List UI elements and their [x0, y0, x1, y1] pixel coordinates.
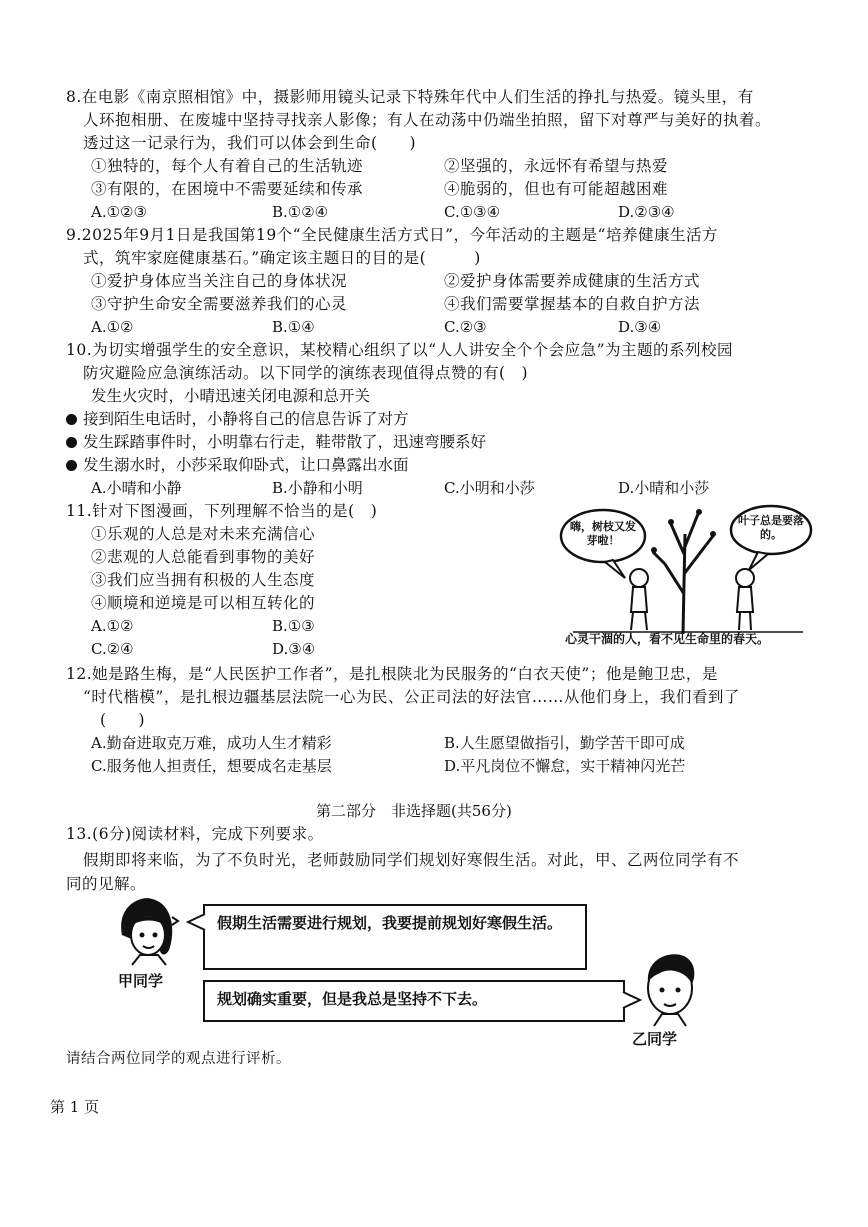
q8-option-b: B.①②④ — [272, 203, 329, 221]
q9-option-d: D.③④ — [618, 318, 662, 336]
q11-statement-1: ①乐观的人总是对未来充满信心 — [91, 525, 316, 543]
q9-stem-line2: 式，筑牢家庭健康基石。”确定该主题日的目的是( ) — [83, 249, 481, 267]
girl-avatar-icon — [112, 895, 182, 967]
q12-option-a: A.勤奋进取克万难，成功人生才精彩 — [91, 734, 332, 752]
q10-bullet-3: 发生踩踏事件时，小明靠右行走，鞋带散了，迅速弯腰系好 — [83, 433, 487, 451]
q8-option-d: D.②③④ — [618, 203, 675, 221]
label-jia: 甲同学 — [118, 972, 164, 990]
bubble-jia-text: 假期生活需要进行规划，我要提前规划好寒假生活。 — [217, 914, 563, 932]
q11-option-b: B.①③ — [272, 617, 315, 635]
q11-statement-3: ③我们应当拥有积极的人生态度 — [91, 571, 316, 589]
q11-option-c: C.②④ — [91, 640, 134, 658]
bullet-dot-icon — [66, 414, 77, 425]
q9-option-c: C.②③ — [444, 318, 487, 336]
q12-stem-line2: “时代楷模”，是扎根边疆基层法院一心为民、公正司法的好法官……从他们身上，我们看到了 — [83, 688, 740, 706]
q10-bullet-2: 接到陌生电话时，小静将自己的信息告诉了对方 — [83, 410, 409, 428]
q10-option-d: D.小晴和小莎 — [618, 479, 710, 497]
part2-heading: 第二部分 非选择题(共56分) — [316, 802, 512, 820]
q9-statement-2: ②爱护身体需要养成健康的生活方式 — [444, 272, 701, 290]
q11-option-a: A.①② — [91, 617, 134, 635]
q9-option-a: A.①② — [91, 318, 134, 336]
q9-statement-3: ③守护生命安全需要滋养我们的心灵 — [91, 295, 348, 313]
bubble-yi — [203, 980, 625, 1022]
q8-statement-3: ③有限的，在困境中不需要延续和传承 — [91, 180, 364, 198]
q13-stem: 13.(6分)阅读材料，完成下列要求。 — [66, 825, 324, 843]
q10-stem-line1: 10.为切实增强学生的安全意识，某校精心组织了以“人人讲安全个个会应急”为主题的系列校园 — [66, 341, 734, 359]
page-footer: 第 1 页 — [50, 1098, 100, 1116]
q10-option-b: B.小静和小明 — [272, 479, 363, 497]
bubble-yi-text: 规划确实重要，但是我总是坚持不下去。 — [217, 990, 488, 1008]
q11-option-d: D.③④ — [272, 640, 316, 658]
boy-avatar-icon — [632, 946, 708, 1028]
q12-stem-line1: 12.她是路生梅，是“人民医护工作者”，是扎根陕北为民服务的“白衣天使”；他是鲍卫忠，是 — [66, 665, 718, 683]
q10-bullet-4-row — [66, 454, 409, 476]
q10-bullet-3-row — [66, 431, 486, 453]
q9-statement-4: ④我们需要掌握基本的自救自护方法 — [444, 295, 701, 313]
q10-option-a: A.小晴和小静 — [91, 479, 182, 497]
q12-stem-line3: ( ) — [100, 711, 146, 729]
q10-stem-line2: 防灾避险应急演练活动。以下同学的演练表现值得点赞的有( ) — [83, 364, 529, 382]
q12-option-b: B.人生愿望做指引，勤学苦干即可成 — [444, 734, 685, 752]
q11-comic — [553, 494, 815, 650]
q10-option-c: C.小明和小莎 — [444, 479, 535, 497]
q8-statement-4: ④脆弱的，但也有可能超越困难 — [444, 180, 669, 198]
q12-option-d: D.平凡岗位不懈怠，实干精神闪光芒 — [444, 757, 686, 775]
q9-statement-1: ①爱护身体应当关注自己的身体状况 — [91, 272, 348, 290]
comic-caption: 心灵干涸的人，看不见生命里的春天。 — [565, 632, 770, 646]
bullet-dot-icon — [66, 437, 77, 448]
q9-stem-line1: 9.2025年9月1日是我国第19个“全民健康生活方式日”，今年活动的主题是“培养健康生活方 — [66, 226, 718, 244]
q8-stem-line2: 人环抱相册、在废墟中坚持寻找亲人影像；有人在动荡中仍端坐拍照，留下对尊严与美好的执着。 — [83, 111, 772, 129]
q9-option-b: B.①④ — [272, 318, 315, 336]
q8-stem-line3: 透过这一记录行为，我们可以体会到生命( ) — [83, 134, 417, 152]
comic-bubble-right-text: 叶子总是要落的。 — [738, 514, 804, 541]
q10-bullet-4: 发生溺水时，小莎采取仰卧式，让口鼻露出水面 — [83, 456, 409, 474]
q8-option-c: C.①③④ — [444, 203, 501, 221]
bubble-jia — [203, 904, 587, 970]
q11-statement-2: ②悲观的人总能看到事物的美好 — [91, 548, 316, 566]
q10-bullet-1: 发生火灾时，小晴迅速关闭电源和总开关 — [91, 387, 371, 405]
q12-option-c: C.服务他人担责任，想要成名走基层 — [91, 757, 332, 775]
comic-bubble-left-text: 嗨，树枝又发芽啦！ — [570, 520, 636, 547]
q10-bullet-2-row — [66, 408, 409, 430]
q11-stem: 11.针对下图漫画，下列理解不恰当的是( ) — [66, 502, 378, 520]
q13-para-line2: 同的见解。 — [66, 875, 147, 893]
bubble-jia-tail — [186, 912, 206, 932]
q8-statement-1: ①独特的，每个人有着自己的生活轨迹 — [91, 157, 364, 175]
label-yi: 乙同学 — [632, 1030, 678, 1048]
q8-option-a: A.①②③ — [91, 203, 147, 221]
bullet-dot-icon — [66, 460, 77, 471]
q8-statement-2: ②坚强的，永远怀有希望与热爱 — [444, 157, 669, 175]
q13-task: 请结合两位同学的观点进行评析。 — [66, 1051, 291, 1067]
q13-para-line1: 假期即将来临，为了不负时光，老师鼓励同学们规划好寒假生活。对此，甲、乙两位同学有不 — [83, 851, 740, 869]
q11-statement-4: ④顺境和逆境是可以相互转化的 — [91, 594, 316, 612]
q8-stem-line1: 8.在电影《南京照相馆》中，摄影师用镜头记录下特殊年代中人们生活的挣扎与热爱。镜头里，有 — [66, 88, 754, 106]
